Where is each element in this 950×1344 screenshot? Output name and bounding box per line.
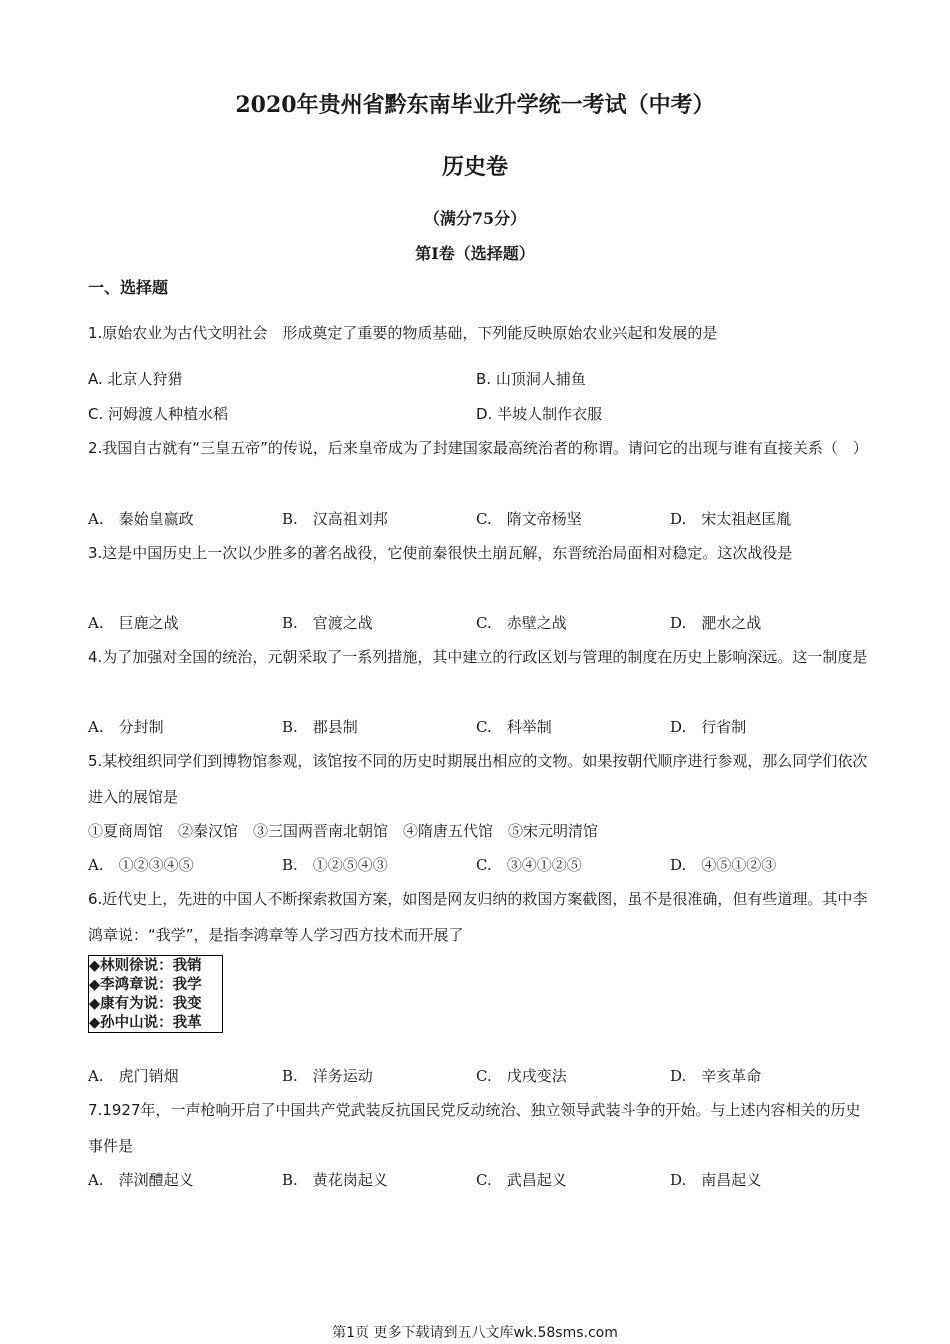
full-score: （满分75分）: [423, 209, 527, 228]
option-2d: D. 宋太祖赵匡胤: [670, 510, 792, 528]
option-6d: D. 辛亥革命: [670, 1067, 762, 1085]
option-7b: B. 黄花岗起义: [282, 1171, 388, 1189]
option-7c: C. 武昌起义: [476, 1171, 567, 1189]
option-4c: C. 科举制: [476, 718, 552, 736]
figure-line: ◆康有为说：我变: [89, 995, 202, 1012]
section-title: 一、选择题: [88, 278, 169, 297]
option-1d: D. 半坡人制作衣服: [476, 405, 603, 423]
option-1a: A. 北京人狩猎: [88, 370, 183, 388]
question-1: 1.原始农业为古代文明社会 形成奠定了重要的物质基础，下列能反映原始农业兴起和发展的是: [88, 324, 718, 342]
option-4b: B. 郡县制: [282, 718, 358, 736]
option-6c: C. 戊戌变法: [476, 1067, 567, 1085]
option-3b: B. 官渡之战: [282, 614, 373, 632]
page-footer: 第1页 更多下载请到五八文库wk.58sms.com: [332, 1325, 618, 1341]
option-5b: B. ①②⑤④③: [282, 856, 388, 874]
figure-line: ◆孙中山说：我革: [89, 1014, 202, 1031]
option-7d: D. 南昌起义: [670, 1171, 762, 1189]
question-5: 5.某校组织同学们到博物馆参观，该馆按不同的历史时期展出相应的文物。如果按朝代顺序进行参观，那么同学们依次进入的展馆是: [88, 752, 868, 806]
option-5c: C. ③④①②⑤: [476, 856, 582, 874]
salvation-plans-figure: [88, 955, 223, 1033]
option-5a: A. ①②③④⑤: [88, 856, 194, 874]
exam-title: 2020年贵州省黔东南毕业升学统一考试（中考）: [235, 92, 715, 118]
figure-line: ◆李鸿章说：我学: [89, 976, 202, 993]
question-6: 6.近代史上，先进的中国人不断探索救国方案，如图是网友归纳的救国方案截图，虽不是很准确，但有些道理。其中李鸿章说：“我学”，是指李鸿章等人学习西方技术而开展了: [88, 890, 868, 944]
question-7: 7.1927年，一声枪响开启了中国共产党武装反抗国民党反动统治、独立领导武装斗争的开始。与上述内容相关的历史事件是: [88, 1101, 861, 1155]
figure-line: ◆林则徐说：我销: [89, 957, 202, 974]
option-1b: B. 山顶洞人捕鱼: [476, 370, 586, 388]
option-2a: A. 秦始皇嬴政: [88, 510, 194, 528]
volume-title: 第Ⅰ卷（选择题）: [415, 244, 535, 263]
option-6b: B. 洋务运动: [282, 1067, 373, 1085]
option-7a: A. 萍浏醴起义: [88, 1171, 194, 1189]
option-2c: C. 隋文帝杨坚: [476, 510, 582, 528]
option-3a: A. 巨鹿之战: [88, 614, 179, 632]
option-6a: A. 虎门销烟: [88, 1067, 179, 1085]
exhibit-list: ①夏商周馆 ②秦汉馆 ③三国两晋南北朝馆 ④隋唐五代馆 ⑤宋元明清馆: [88, 822, 599, 840]
option-3c: C. 赤壁之战: [476, 614, 567, 632]
option-5d: D. ④⑤①②③: [670, 856, 777, 874]
question-4: 4.为了加强对全国的统治，元朝采取了一系列措施，其中建立的行政区划与管理的制度在历史上影响深远。这一制度是: [88, 648, 868, 666]
question-2: 2.我国自古就有“三皇五帝”的传说，后来皇帝成为了封建国家最高统治者的称谓。请问它的出现与谁有直接关系（ ）: [88, 439, 868, 457]
option-4d: D. 行省制: [670, 718, 747, 736]
exam-subtitle: 历史卷: [441, 154, 508, 180]
option-1c: C. 河姆渡人种植水稻: [88, 405, 229, 423]
option-3d: D. 淝水之战: [670, 614, 762, 632]
option-2b: B. 汉高祖刘邦: [282, 510, 388, 528]
option-4a: A. 分封制: [88, 718, 164, 736]
question-3: 3.这是中国历史上一次以少胜多的著名战役，它使前秦很快土崩瓦解，东晋统治局面相对稳定。这次战役是: [88, 544, 793, 562]
